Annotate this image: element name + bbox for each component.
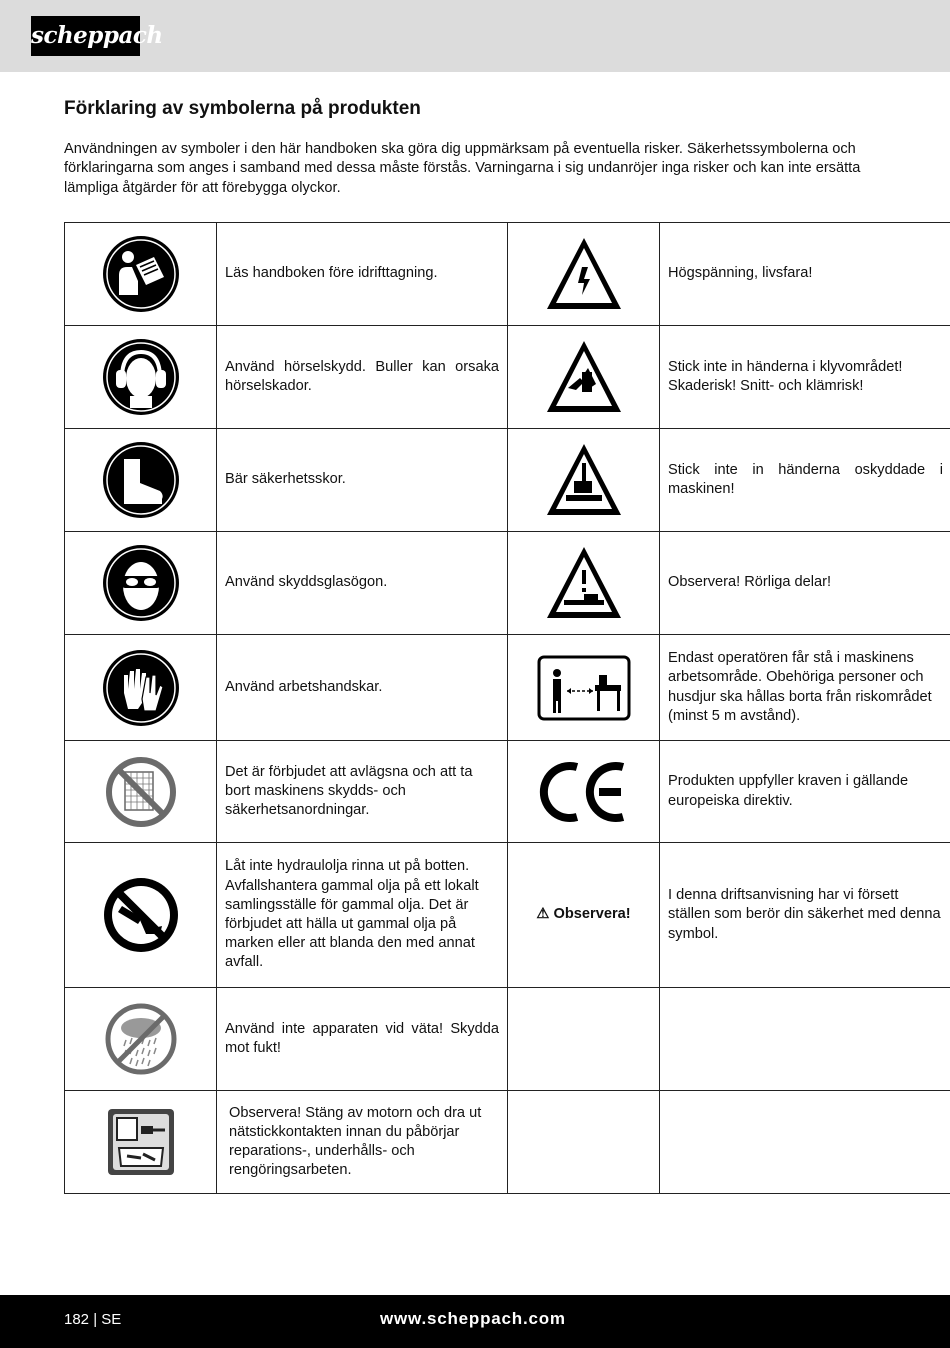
empty-cell [508, 988, 660, 1091]
symbol-cell [65, 532, 217, 635]
symbol-cell [65, 1091, 217, 1194]
safety-goggles-icon [102, 544, 180, 622]
symbol-cell [65, 223, 217, 326]
table-row [65, 429, 950, 532]
symbol-description: Läs handboken före idrifttagning. [217, 223, 508, 326]
symbol-description: Använd arbetshandskar. [217, 635, 508, 741]
symbol-description: Stick inte in händerna i klyvområdet! Skaderisk! Snitt- och klämrisk! [660, 326, 950, 429]
table-row [65, 532, 950, 635]
symbol-description: Stick inte in händerna oskyddade i maskinen! [660, 429, 950, 532]
symbol-description: Bär säkerhetsskor. [217, 429, 508, 532]
table-row [65, 1091, 950, 1194]
symbol-cell [508, 635, 660, 741]
symbol-description: Det är förbjudet att avlägsna och att ta bort maskinens skydds- och säkerhetsanordningar. [217, 741, 508, 843]
table-row [65, 326, 950, 429]
symbol-cell [508, 223, 660, 326]
symbol-cell [508, 326, 660, 429]
high-voltage-icon [544, 235, 624, 313]
symbol-description: Endast operatören får stå i maskinens arbetsområde. Obehöriga personer och husdjur ska hållas borta från riskområdet (minst 5 m avstånd). [660, 635, 950, 741]
symbol-cell [508, 843, 660, 988]
symbol-cell [508, 532, 660, 635]
symbol-cell [65, 741, 217, 843]
symbol-description: Använd hörselskydd. Buller kan orsaka hörselskador. [217, 326, 508, 429]
ear-protection-icon [102, 338, 180, 416]
no-oil-spill-icon [102, 876, 180, 954]
symbol-cell [508, 741, 660, 843]
hand-machine-warning-icon [544, 441, 624, 519]
unplug-before-maintenance-icon [107, 1108, 175, 1176]
table-row [65, 843, 950, 988]
ce-mark-icon [537, 761, 631, 823]
moving-parts-warning-icon [544, 544, 624, 622]
footer [0, 1295, 950, 1348]
read-manual-icon [102, 235, 180, 313]
warning-triangle-icon: ⚠ [536, 906, 550, 923]
empty-cell [660, 1091, 950, 1194]
intro-paragraph: Användningen av symboler i den här handboken ska göra dig uppmärksam på eventuella risker. Säkerhetssymbolerna och förklaringarna som anges i samband med dessa måste förstås. Varningarna i sig undanröjer inga risker och kan inte ersätta lämpliga åtgärder för att förebygga olyckor. [64, 141, 861, 196]
symbol-cell [65, 326, 217, 429]
table-row [65, 741, 950, 843]
symbol-description: Låt inte hydraulolja rinna ut på botten. Avfallshantera gammal olja på ett lokalt samlingsställe för gammal olja. Det är förbjudet att hälla ut gammal olja på marken eller att blanda den med annat avfall. [217, 843, 508, 988]
symbol-description: Observera! Stäng av motorn och dra ut nätstickkontakten innan du påbörjar reparations-, underhålls- och rengöringsarbeten. [217, 1091, 508, 1194]
website-link[interactable]: www.scheppach.com [380, 1309, 566, 1328]
symbol-description: I denna driftsanvisning har vi försett ställen som berör din säkerhet med denna symbol. [660, 843, 950, 988]
empty-cell [508, 1091, 660, 1194]
table-row [65, 988, 950, 1091]
top-bar [0, 0, 950, 72]
hand-cut-warning-icon [544, 338, 624, 416]
empty-cell [660, 988, 950, 1091]
symbol-description: Högspänning, livsfara! [660, 223, 950, 326]
symbol-description: Använd inte apparaten vid väta! Skydda mot fukt! [217, 988, 508, 1091]
observera-label: ⚠ Observera! [536, 906, 631, 923]
no-guard-removal-icon [105, 756, 177, 828]
work-area-distance-icon [537, 655, 631, 721]
brand-logo: scheppach [31, 16, 140, 56]
table-row [65, 223, 950, 326]
symbol-cell [65, 429, 217, 532]
page-title: Förklaring av symbolerna på produkten [64, 98, 421, 119]
symbol-cell [65, 843, 217, 988]
symbol-description: Använd skyddsglasögon. [217, 532, 508, 635]
work-gloves-icon [102, 649, 180, 727]
page-number: 182 | SE [64, 1311, 122, 1328]
symbol-cell [65, 988, 217, 1091]
symbol-description: Observera! Rörliga delar! [660, 532, 950, 635]
no-rain-icon [104, 1002, 178, 1076]
table-row [65, 635, 950, 741]
symbol-cell [508, 429, 660, 532]
symbol-table [64, 222, 950, 1194]
symbol-description: Produkten uppfyller kraven i gällande europeiska direktiv. [660, 741, 950, 843]
safety-boots-icon [102, 441, 180, 519]
symbol-cell [65, 635, 217, 741]
